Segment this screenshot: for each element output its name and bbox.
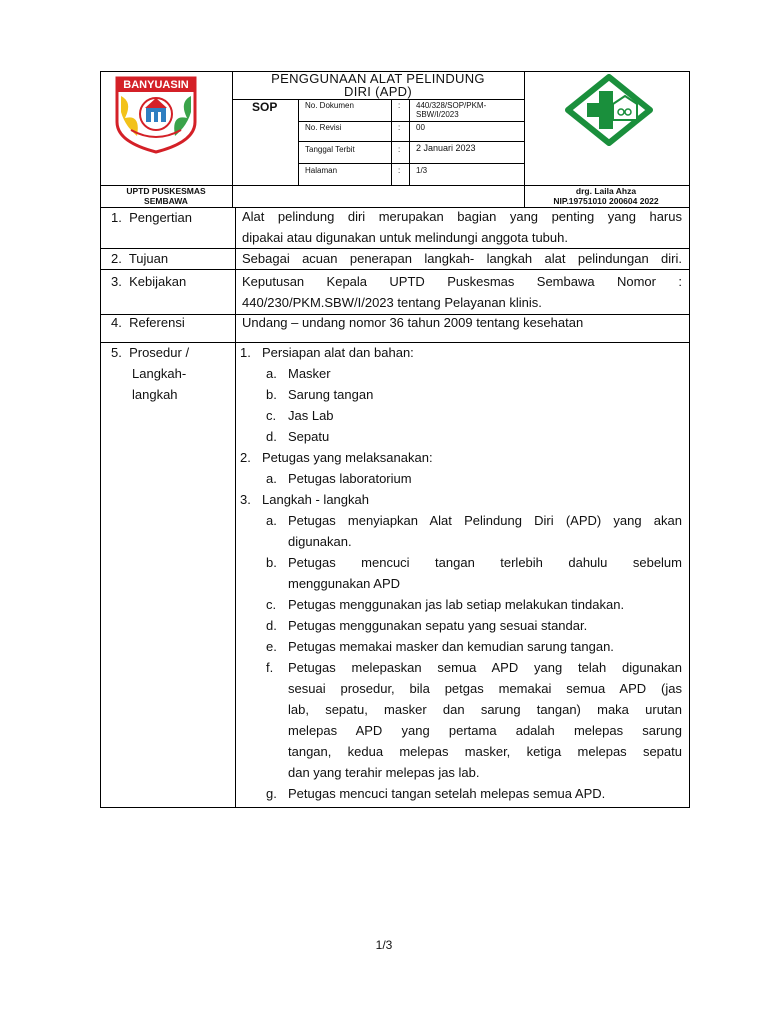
item-letter: g. — [266, 786, 277, 801]
row-content-referensi — [242, 312, 682, 333]
row-num: 5. — [111, 345, 122, 360]
section-num: 1. — [240, 345, 251, 360]
meta-value-doc-line1: 440/328/SOP/PKM- — [416, 101, 487, 110]
logo-label: BANYUASIN — [123, 79, 189, 91]
section-num: 2. — [240, 450, 251, 465]
item-text: Sarung tangan — [288, 387, 374, 402]
meta-label-halaman: Halaman — [305, 166, 338, 175]
item-letter: a. — [266, 366, 277, 381]
item-text: tangan, kedua melepas masker, ketiga melepas sepatu — [288, 744, 682, 759]
item-letter: b. — [266, 555, 277, 570]
row-num: 4. — [111, 315, 122, 330]
item-text: dan yang terahir melepas jas lab. — [288, 765, 480, 780]
meta-value-halaman: 1/3 — [416, 166, 428, 175]
section-num: 3. — [240, 492, 251, 507]
row-label-tujuan — [111, 248, 168, 269]
sop-label: SOP — [252, 100, 278, 114]
item-text: menggunakan APD — [288, 576, 401, 591]
list-item — [240, 594, 684, 615]
item-letter: f. — [266, 660, 274, 675]
item-text: Petugas menggunakan jas lab setiap melakukan tindakan. — [288, 597, 625, 612]
content-line: Undang – undang nomor 36 tahun 2009 tentang kesehatan — [242, 315, 584, 330]
content-line: 440/230/PKM.SBW/I/2023 tentang Pelayanan klinis. — [242, 295, 542, 310]
meta-sep-revisi: : — [398, 123, 401, 132]
row-num: 3. — [111, 274, 122, 289]
item-letter: d. — [266, 618, 277, 633]
row-label: Tujuan — [128, 251, 169, 266]
procedure-section — [240, 447, 684, 489]
item-text: Petugas menyiapkan Alat Pelindung Diri (APD) yang akan — [288, 513, 682, 528]
item-text: Petugas mencuci tangan terlebih dahulu sebelum — [288, 555, 682, 570]
content-line: Alat pelindung diri merupakan bagian yang penting yang harus — [242, 209, 682, 224]
content-line: Sebagai acuan penerapan langkah- langkah alat pelindungan diri. — [242, 251, 682, 266]
list-item — [240, 615, 684, 636]
item-letter: b. — [266, 387, 277, 402]
row-label-pengertian — [111, 207, 192, 228]
meta-sep-tanggal: : — [398, 145, 401, 154]
item-letter: e. — [266, 639, 277, 654]
org-line-1: UPTD PUSKESMAS — [126, 186, 206, 196]
prosedur-label-line2: Langkah- — [132, 366, 187, 381]
item-text: Masker — [288, 366, 331, 381]
list-item — [240, 363, 684, 384]
procedure-steps — [240, 342, 684, 804]
content-line: Keputusan Kepala UPTD Puskesmas Sembawa Nomor : — [242, 274, 682, 289]
item-text: Petugas mencuci tangan setelah melepas semua APD. — [288, 786, 606, 801]
meta-value-revisi: 00 — [416, 123, 425, 132]
row-content-pengertian — [242, 206, 682, 248]
row-label: Referensi — [129, 315, 185, 330]
row-label: Kebijakan — [129, 274, 187, 289]
row-num: 1. — [111, 210, 122, 225]
item-letter: c. — [266, 408, 277, 423]
item-letter: d. — [266, 429, 277, 444]
document-title — [234, 72, 522, 98]
org-line-2: SEMBAWA — [144, 196, 188, 206]
meta-value-doc-line2: SBW/I/2023 — [416, 110, 459, 119]
row-content-tujuan — [242, 248, 682, 269]
puskesmas-logo — [563, 74, 655, 146]
meta-label-doc: No. Dokumen — [305, 101, 354, 110]
procedure-section — [240, 342, 684, 447]
banyuasin-logo — [111, 74, 201, 154]
list-item — [240, 510, 684, 552]
item-text: Petugas memakai masker dan kemudian sarung tangan. — [288, 639, 614, 654]
section-title: Persiapan alat dan bahan: — [262, 345, 414, 360]
meta-sep-halaman: : — [398, 166, 401, 175]
item-letter: a. — [266, 513, 277, 528]
meta-value-doc — [416, 101, 486, 119]
meta-label-revisi: No. Revisi — [305, 123, 342, 132]
row-content-kebijakan — [242, 271, 682, 313]
signer-name: drg. Laila Ahza — [575, 186, 637, 196]
meta-value-tanggal: 2 Januari 2023 — [416, 143, 476, 153]
list-item — [240, 384, 684, 405]
list-item — [240, 468, 684, 489]
signer-nip: NIP.19751010 200604 2022 — [553, 196, 659, 206]
list-item — [240, 426, 684, 447]
list-item — [240, 636, 684, 657]
item-text: Petugas melepaskan semua APD yang telah digunakan — [288, 660, 682, 675]
item-text: Petugas laboratorium — [288, 471, 412, 486]
prosedur-label-line3: langkah — [132, 387, 178, 402]
page-number: 1/3 — [375, 938, 393, 952]
signer-block — [526, 186, 686, 206]
row-num: 2. — [111, 251, 122, 266]
title-line-1: PENGGUNAAN ALAT PELINDUNG — [271, 71, 485, 86]
content-line: dipakai atau digunakan untuk melindungi anggota tubuh. — [242, 230, 568, 245]
title-line-2: DIRI (APD) — [344, 84, 412, 99]
item-text: Petugas menggunakan sepatu yang sesuai standar. — [288, 618, 588, 633]
row-label-referensi — [111, 312, 185, 333]
item-text: Jas Lab — [288, 408, 334, 423]
item-text: Sepatu — [288, 429, 330, 444]
section-title: Petugas yang melaksanakan: — [262, 450, 433, 465]
list-item — [240, 783, 684, 804]
organization-name — [100, 186, 232, 206]
item-text: melepas APD yang pertama adalah melepas sarung — [288, 723, 682, 738]
meta-sep-doc: : — [398, 101, 401, 110]
list-item — [240, 405, 684, 426]
item-letter: a. — [266, 471, 277, 486]
item-text: digunakan. — [288, 534, 352, 549]
item-text: sesuai prosedur, bila petgas memakai semua APD (jas — [288, 681, 682, 696]
item-letter: c. — [266, 597, 277, 612]
meta-label-tanggal: Tanggal Terbit — [305, 145, 355, 154]
list-item — [240, 552, 684, 594]
row-label-prosedur — [111, 342, 189, 405]
section-title: Langkah - langkah — [262, 492, 369, 507]
row-label: Pengertian — [129, 210, 192, 225]
item-text: lab, sepatu, masker dan sarung tangan) maka urutan — [288, 702, 682, 717]
procedure-section — [240, 489, 684, 804]
list-item — [240, 657, 684, 783]
prosedur-label-line1: Prosedur / — [129, 345, 190, 360]
row-label-kebijakan — [111, 271, 186, 292]
